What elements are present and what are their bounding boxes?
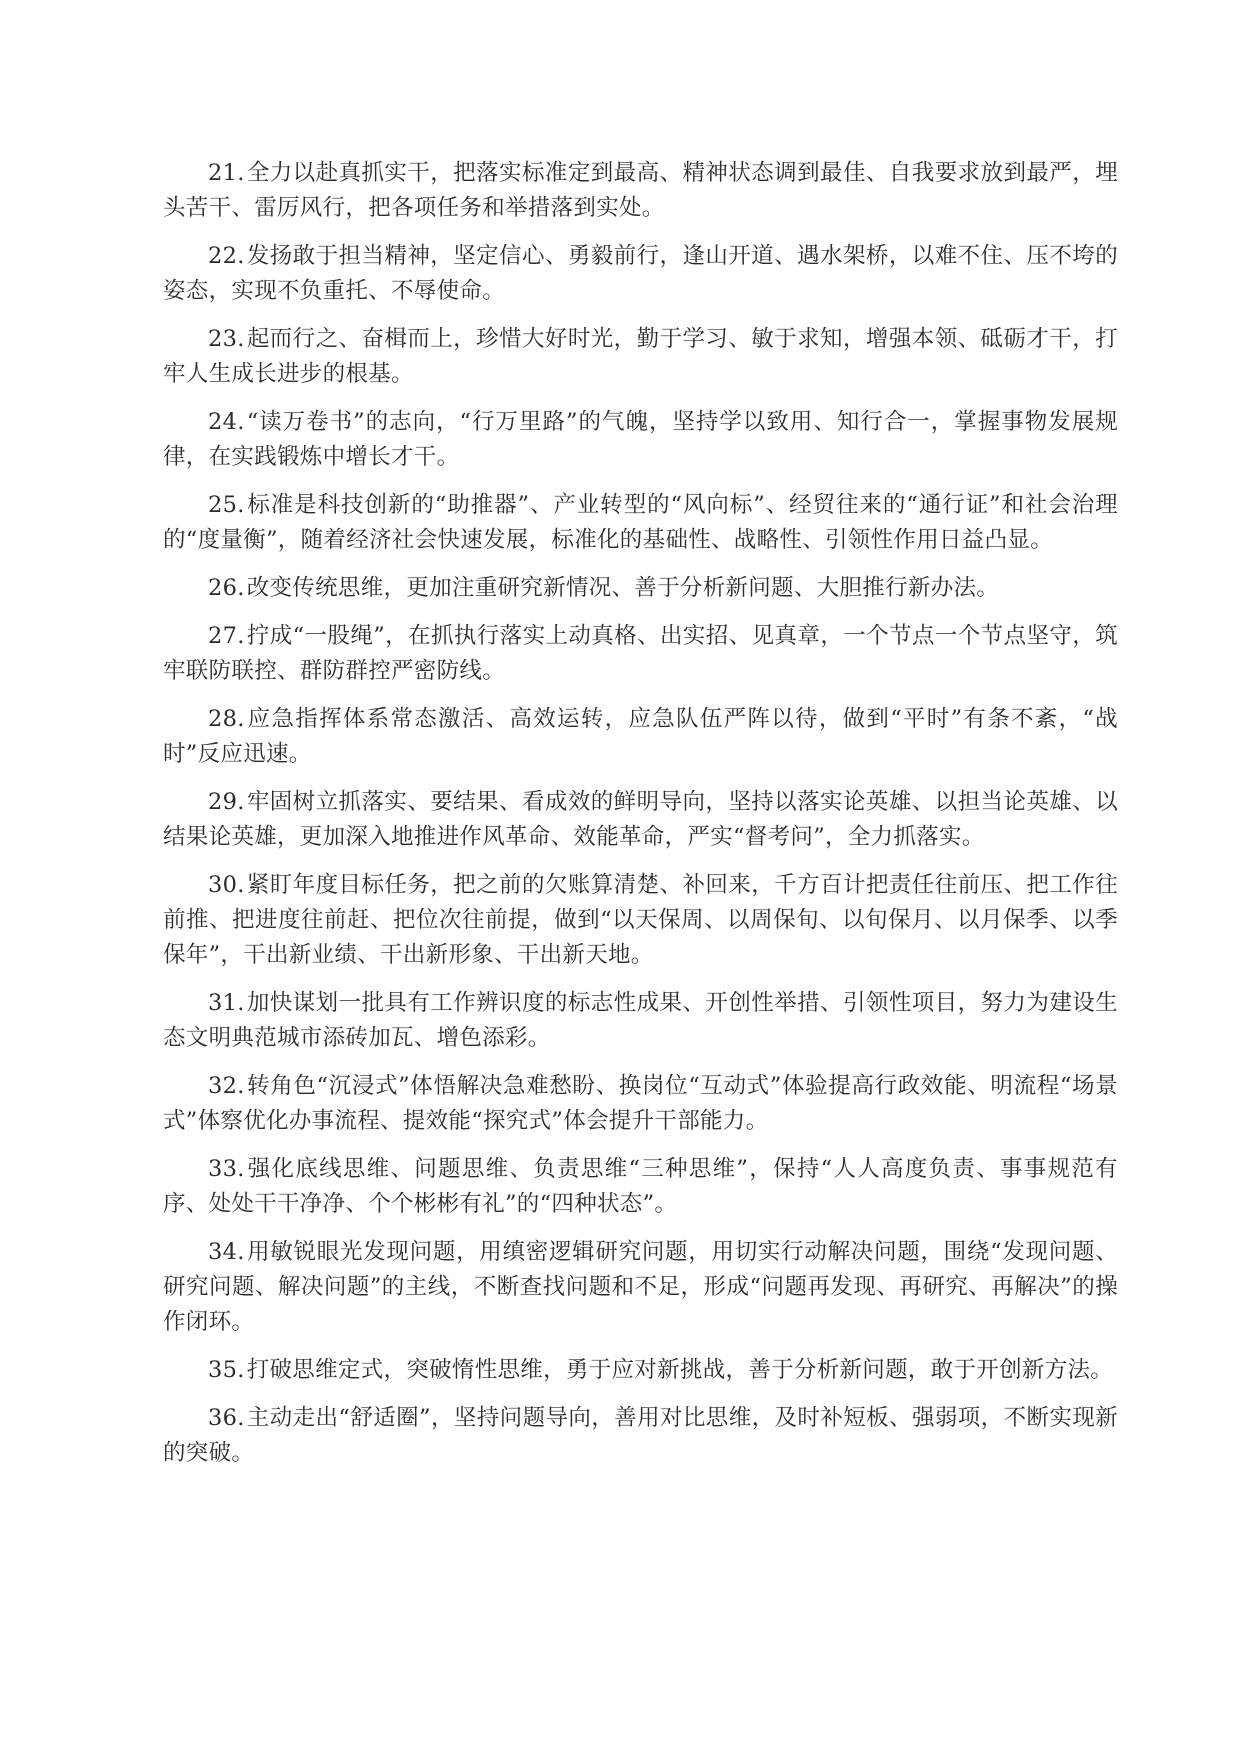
item-text: 改变传统思维，更加注重研究新情况、善于分析新问题、大胆推行新办法。 [246, 575, 1000, 601]
item-text: 打破思维定式，突破惰性思维，勇于应对新挑战，善于分析新问题，敢于开创新方法。 [246, 1357, 1114, 1383]
paragraph-24 [163, 405, 1118, 475]
item-text: 标准是科技创新的“助推器”、产业转型的“风向标”、经贸往来的“通行证”和社会治理的“度量衡”，随着经济社会快速发展，标准化的基础性、战略性、引领性作用日益凸显。 [163, 492, 1118, 553]
item-number: 29. [208, 789, 245, 815]
paragraph-26 [163, 571, 1118, 606]
paragraph-25 [163, 488, 1118, 558]
paragraph-21 [163, 156, 1118, 226]
item-number: 34. [208, 1239, 245, 1265]
paragraph-27 [163, 619, 1118, 689]
item-number: 27. [208, 623, 245, 649]
paragraph-22 [163, 239, 1118, 309]
item-number: 32. [208, 1073, 245, 1099]
paragraph-36 [163, 1401, 1118, 1471]
item-text: 用敏锐眼光发现问题，用缜密逻辑研究问题，用切实行动解决问题，围绕“发现问题、研究问题、解决问题”的主线，不断查找问题和不足，形成“问题再发现、再研究、再解决”的操作闭环。 [163, 1239, 1118, 1335]
item-number: 22. [208, 243, 245, 269]
item-text: 全力以赴真抓实干，把落实标准定到最高、精神状态调到最佳、自我要求放到最严，埋头苦干、雷厉风行，把各项任务和举措落到实处。 [163, 160, 1118, 221]
item-number: 28. [208, 706, 245, 732]
item-number: 23. [208, 326, 245, 352]
item-number: 35. [208, 1357, 245, 1383]
item-number: 24. [208, 409, 245, 435]
item-text: 强化底线思维、问题思维、负责思维“三种思维”，保持“人人高度负责、事事规范有序、处处干干净净、个个彬彬有礼”的“四种状态”。 [163, 1156, 1118, 1217]
paragraph-30 [163, 868, 1118, 973]
item-number: 36. [208, 1405, 245, 1431]
paragraph-29 [163, 785, 1118, 855]
item-text: 紧盯年度目标任务，把之前的欠账算清楚、补回来，千方百计把责任往前压、把工作往前推、把进度往前赶、把位次往前提，做到“以天保周、以周保旬、以旬保月、以月保季、以季保年”，干出新业绩、干出新形象、干出新天地。 [163, 872, 1118, 968]
item-text: 加快谋划一批具有工作辨识度的标志性成果、开创性举措、引领性项目，努力为建设生态文明典范城市添砖加瓦、增色添彩。 [163, 990, 1118, 1051]
item-text: 主动走出“舒适圈”，坚持问题导向，善用对比思维，及时补短板、强弱项，不断实现新的突破。 [163, 1405, 1118, 1466]
item-text: “读万卷书”的志向，“行万里路”的气魄，坚持学以致用、知行合一，掌握事物发展规律，在实践锻炼中增长才干。 [163, 409, 1118, 470]
paragraph-34 [163, 1235, 1118, 1340]
item-text: 应急指挥体系常态激活、高效运转，应急队伍严阵以待，做到“平时”有条不紊，“战时”反应迅速。 [163, 706, 1118, 767]
paragraph-28 [163, 702, 1118, 772]
item-number: 31. [208, 990, 245, 1016]
paragraph-33 [163, 1152, 1118, 1222]
item-number: 21. [208, 160, 245, 186]
document-body [163, 156, 1118, 1484]
item-text: 转角色“沉浸式”体悟解决急难愁盼、换岗位“互动式”体验提高行政效能、明流程“场景式”体察优化办事流程、提效能“探究式”体会提升干部能力。 [163, 1073, 1118, 1134]
paragraph-31 [163, 986, 1118, 1056]
item-text: 牢固树立抓落实、要结果、看成效的鲜明导向，坚持以落实论英雄、以担当论英雄、以结果论英雄，更加深入地推进作风革命、效能革命，严实“督考问”，全力抓落实。 [163, 789, 1118, 850]
item-number: 33. [208, 1156, 245, 1182]
item-number: 26. [208, 575, 245, 601]
paragraph-35 [163, 1353, 1118, 1388]
item-number: 25. [208, 492, 245, 518]
paragraph-23 [163, 322, 1118, 392]
paragraph-32 [163, 1069, 1118, 1139]
item-text: 拧成“一股绳”，在抓执行落实上动真格、出实招、见真章，一个节点一个节点坚守，筑牢联防联控、群防群控严密防线。 [163, 623, 1118, 684]
item-text: 起而行之、奋楫而上，珍惜大好时光，勤于学习、敏于求知，增强本领、砥砺才干，打牢人生成长进步的根基。 [163, 326, 1118, 387]
item-number: 30. [208, 872, 245, 898]
item-text: 发扬敢于担当精神，坚定信心、勇毅前行，逢山开道、遇水架桥，以难不住、压不垮的姿态，实现不负重托、不辱使命。 [163, 243, 1118, 304]
